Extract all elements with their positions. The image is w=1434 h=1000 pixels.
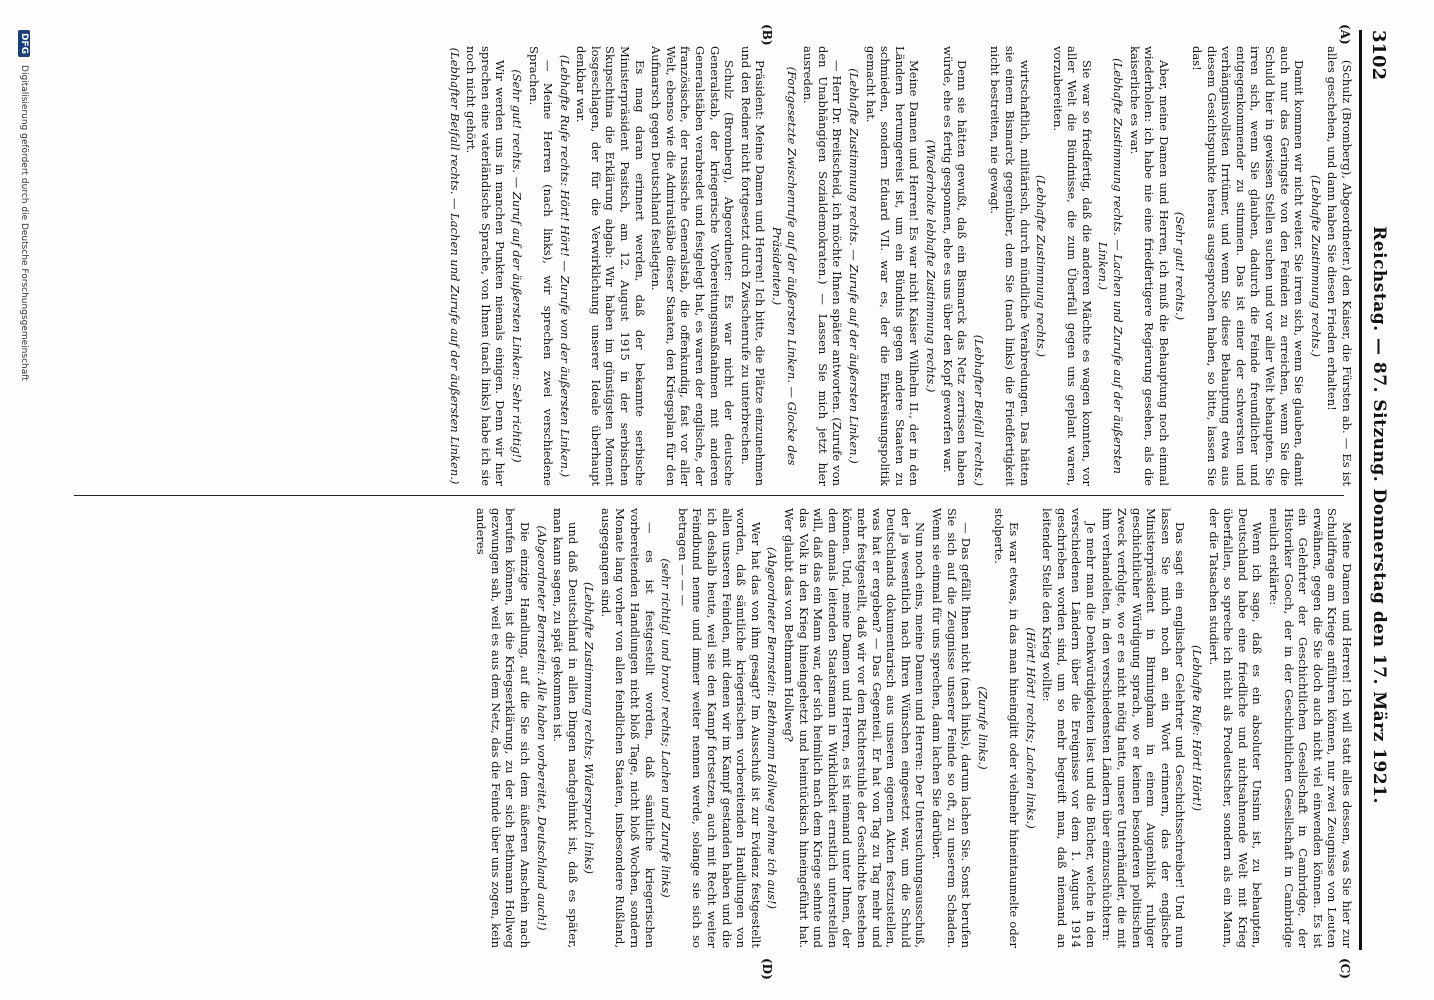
paragraph: (Abgeordneter Bernstein: Bethmann Hollweg nehme ich aus!): [765, 547, 780, 909]
paragraph: und daß Deutschland in allen Dingen nachgehinkt ist, daß es später, man kann sagen, zu spät gekommen ist.: [551, 508, 580, 948]
paragraph: Je mehr man die Denkwürdigkeiten liest und die Bücher, welche in den verschiedenen Ländern über die Ereignisse vor dem 1. August 1914 geschrieben worden sind, um so mehr begreift man, daß niemand an leitender Stelle den Krieg wollte:: [1040, 508, 1098, 948]
digitization-footer: [18, 30, 30, 970]
paragraph: (Lebhafte Zustimmung rechts.): [1034, 175, 1049, 357]
paragraph: Nun noch eins, meine Damen und Herren: Der Untersuchungsausschuß, der ja wesentlich nach Ihren Wünschen eingesetzt war, um die Schuld Deutschlands dokumentarisch aus unseren eigenen Akten festzustellen, was hat er ergeben? — Das Gegenteil. Er hat von Tag zu Tag mehr und mehr festgestellt, daß wir vor dem Richterstuhle der Geschichte bestehen können. Und, meine Damen und Herren, es ist niemand unter Ihnen, der dem damals leitenden Staatsmann in Wirklichkeit ernstlich unterstellen will, daß das ein Mann war, der sich heimlich nach dem Kriege sehnte und das Volk in den Krieg hineingehetzt und heimtückisch hineingeführt hat. Wer glaubt das von Bethmann Hollweg?: [782, 508, 928, 948]
page-number: 3102: [1368, 30, 1390, 81]
paragraph: Es mag daran erinnert werden, daß der bekannte serbische Ministerpräsident Pasitsch, am 12. August 1915 in der serbischen Skupschtina die Erklärung abgab: Wir haben im günstigsten Moment losgeschlagen, der für die Verwirklichung unserer Ideale überhaupt denkbar war.: [574, 46, 647, 486]
paragraph: (Lebhafte Zustimmung rechts. — Lachen und Zurufe auf der äußersten Linken.): [1096, 58, 1126, 474]
paragraph: — Herr Dr. Breitscheid, ich möchte Ihnen später antworten. (Zurufe von den Unabhängigen Sozialdemokraten.) — Lassen Sie mich jetzt hier ausreden.: [801, 46, 845, 486]
margin-marker-a: (A): [1338, 24, 1352, 45]
left-column: [74, 46, 1354, 486]
paragraph: Wer hat das von ihm gesagt? Im Ausschuß ist zur Evidenz festgestellt worden, daß sämtliche kriegerischen vorbereitenden Handlungen von allen unseren Feinden, mit denen wir im Kampf gestanden haben und die ich deshalb heute, weil sie den Kampf fortsetzen, auch mit Recht weiter Feindbund nenne und immer weiter nennen werde, solange sie sich so betragen — — —: [675, 508, 763, 948]
dfg-logo: DFG: [18, 30, 30, 57]
paragraph: Schulz (Bromberg), Abgeordneter: Es war nicht der deutsche Generalstab, der kriegerische Vorbereitungsmaßnahmen mit anderen Generalstäben verabredet und festgelegt hat, es waren der englische, der französische, der russische Generalstab, die offenkundig, fast vor aller Welt, ebenso wie die Admiralstäbe dieser Staaten, den Kriegsplan für den Aufmarsch gegen Deutschland festlegten.: [649, 46, 737, 486]
page-header: [1359, 30, 1396, 950]
margin-marker-c: (C): [1338, 958, 1352, 979]
paragraph: — Das gefällt Ihnen nicht (nach links), darum lachen Sie. Sonst berufen Sie sich auf die Zeugnisse unserer Feinde so oft, zu unserem Schaden. Wenn sie einmal für uns sprechen, dann lachen Sie darüber.: [929, 508, 974, 948]
paragraph: (Hört! Hört! rechts; Lachen links.): [1023, 627, 1038, 829]
paragraph: wirtschaftlich, militärisch, durch mündliche Verabredungen. Das hätten sie einem Bismarck gegenüber, dem Sie (nach links) die Friedfertigkeit nicht bestreiten, nie gewagt.: [988, 46, 1032, 486]
paragraph: Aber, meine Damen und Herren, ich muß die Behauptung noch einmal wiederholen: ich habe nie eine friedfertigere Regierung gesehen, als die kaiserliche es war.: [1127, 46, 1171, 486]
paragraph: Meine Damen und Herren! Es war nicht Kaiser Wilhelm II., der in den Ländern herumgereist ist, um ein Bündnis gegen andere Staaten zu schmieden, sondern Eduard VII. war es, der die Einkreisungspolitik gemacht hat.: [863, 46, 922, 486]
paragraph: (Fortgesetzte Zwischenrufe auf der äußersten Linken. — Glocke des Präsidenten.): [770, 66, 799, 466]
paragraph: (Abgeordneter Bernstein: Alle haben vorbereitet, Deutschland auch!): [534, 525, 549, 931]
margin-marker-b: (B): [760, 24, 774, 46]
paragraph: Wir werden uns in manchen Punkten niemals einigen. Denn wir hier sprechen eine vaterländische Sprache, von Ihnen (nach links) habe ich sie noch nicht gehört.: [464, 46, 508, 486]
paragraph: Denn sie hätten gewußt, daß ein Bismarck das Netz zerrissen haben würde, ehe es fertig gesponnen, ehe es uns über den Kopf geworfen war.: [940, 46, 970, 486]
paragraph: (Zurufe links.): [975, 686, 990, 770]
paragraph: (Lebhafte Zustimmung rechts. — Zurufe auf der äußersten Linken.): [847, 68, 861, 464]
paragraph: (Sehr gut! rechts. — Zuruf auf der äußersten Linken: Sehr richtig!): [509, 69, 524, 463]
paragraph: Präsident: Meine Damen und Herren! Ich bitte, die Plätze einzunehmen und den Redner nicht fortgesetzt durch Zwischenrufe zu unterbrechen.: [738, 46, 768, 486]
paragraph: Damit kommen wir nicht weiter. Sie irren sich, wenn Sie glauben, damit auch nur das Geringste von den Feinden zu erreichen, wenn Sie die Schuld hier in gewissen Stellen suchen und vor aller Welt behaupten. Sie irren sich, wenn Sie glauben, dadurch die Feinde freundlicher und entgegenkommender zu stimmen. Das ist einer der schwersten und verhängnisvollsten Irrtümer, und wenn Sie diese Behauptung etwa aus diesem Gesichtspunkte heraus ausgesprochen haben, so bitte, lassen Sie das!: [1190, 46, 1307, 486]
paragraph: (Lebhafter Beifall rechts.): [971, 334, 986, 486]
right-column: [74, 508, 1354, 948]
margin-marker-d: (D): [760, 958, 774, 980]
column-divider: [74, 495, 1344, 496]
paragraph: Das sagt ein englischer Gelehrter und Geschichtsschreiber! Und nun lassen Sie mich noch an ein Wort erinnern, das der englische Ministerpräsident in Birmingham in einem Augenblick ruhiger geschichtlicher Würdigung sprach, wo er keinen besonderen politischen Zweck verfolgte, wo er es nicht nötig hatte, unsere Unterhändler, die mit ihm verhandelten, in den verschiedensten Ländern über einzuschüchtern:: [1100, 508, 1188, 948]
running-head: Reichstag. — 87. Sitzung. Donnerstag den 17. März 1921.: [1369, 226, 1389, 804]
paragraph: (Schulz (Bromberg), Abgeordneter.) den Kaiser, die Fürsten ab. — Es ist alles geschehen, und dann haben Sie diesen Frieden erhalten!: [1325, 46, 1354, 486]
paragraph: (Lebhafte Rufe: Hört! Hört!): [1190, 644, 1205, 812]
paragraph: — Meine Herren (nach links), wir sprechen zwei verschiedene Sprachen.: [526, 46, 556, 486]
footer-text: Digitalisierung gefördert durch die Deutsche Forschungsgemeinschaft: [19, 65, 29, 381]
paragraph: Die einzige Handlung, auf die Sie sich dem äußeren Anschein nach berufen können, ist die Kriegserklärung, zu der sich Bethmann Hollweg gezwungen sah, weil es aus dem Netz, das die Feinde über uns zogen, kein anderes: [474, 508, 532, 948]
paragraph: (Sehr gut! rechts.): [1173, 211, 1188, 321]
paragraph: — es ist festgestellt worden, daß sämtliche kriegerischen vorbereitenden Handlungen nicht bloß Tage, nicht bloß Wochen, sondern Monate lang vorher von allen feindlichen Staaten, insbesondere Rußland, ausgegangen sind.: [598, 508, 657, 948]
paragraph: Es war etwas, in das man hineinglitt oder vielmehr hineintaumelte oder stolperte.: [992, 508, 1021, 948]
paragraph: Meine Damen und Herren! Ich will statt alles dessen, was Sie hier zur Schuldfrage am Kriege anführen können, nur zwei Zeugnisse von Leuten erwähnen, gegen die Sie doch auch nicht viel einwenden können. Es ist ein Gelehrter der Geschichtlichen Gesellschaft in Cambridge, der Historiker Gooch, der in der Geschichtlichen Gesellschaft in Cambridge neulich erklärte:: [1267, 508, 1354, 948]
paragraph: (Lebhafter Beifall rechts. — Lachen und Zurufe auf der äußersten Linken.): [447, 47, 462, 485]
paragraph: (Lebhafte Zustimmung rechts; Widerspruch links): [582, 581, 597, 875]
paragraph: (sehr richtig! und bravo! rechts; Lachen und Zurufe links): [659, 558, 674, 898]
paragraph: (Wiederholte lebhafte Zustimmung rechts.): [923, 139, 938, 393]
paragraph: (Lebhafte Rufe rechts: Hört! Hört! — Zurufe von der äußersten Linken.): [557, 54, 572, 478]
paragraph: (Lebhafte Zustimmung rechts.): [1308, 175, 1323, 357]
paragraph: Sie war so friedfertig, daß die anderen Mächte es wagen konnten, vor aller Welt die Bündnisse, die zum Überfall gegen uns geplant waren, vorzubereiten.: [1050, 46, 1094, 486]
paragraph: Wenn ich sage, daß es ein absoluter Unsinn ist, zu behaupten, Deutschland habe eine friedliche und nichtsahnende Welt mit Krieg überfallen, so spreche ich nicht als Prodeutscher, sondern als ein Mann, der die Tatsachen studiert.: [1206, 508, 1265, 948]
